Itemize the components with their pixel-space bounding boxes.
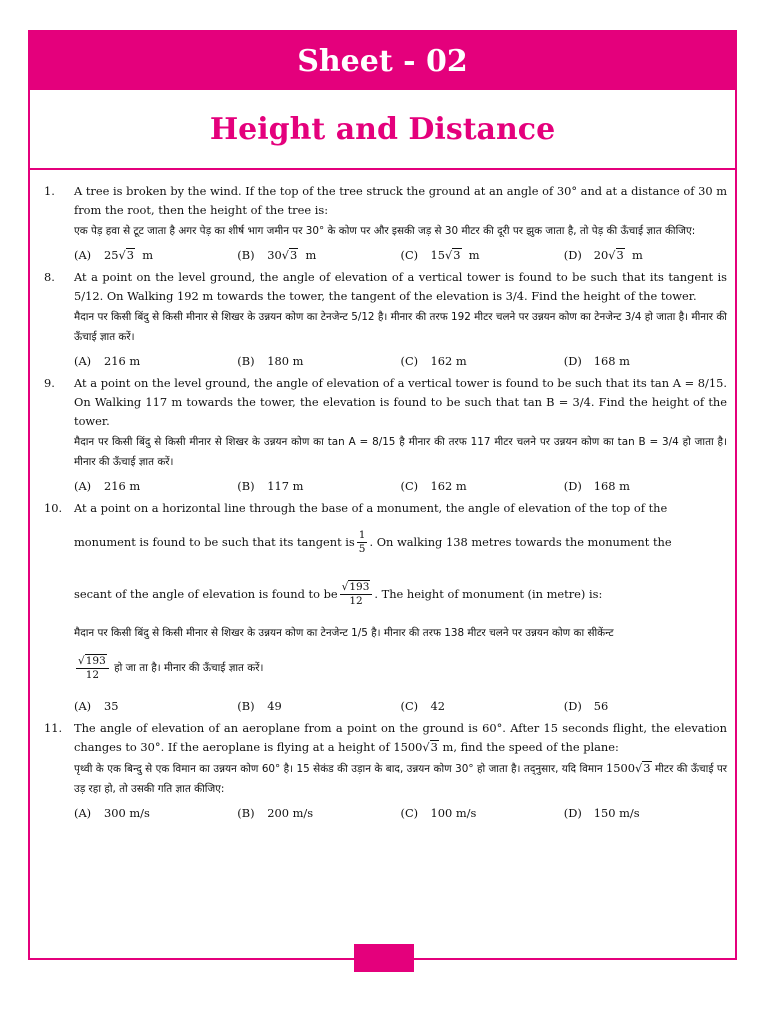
question-text-english: The angle of elevation of an aeroplane from a point on the ground is 60°. After 15 seconds flight, the elevation changes to 30°. If the aeroplane is flying at a height of 1500√3 m, find the speed of the plane: [74, 721, 727, 754]
question-number: 1. [44, 184, 55, 198]
question-text-hindi: मैदान पर किसी बिंदु से किसी मीनार से शिखर के उन्नयन कोण का tan A = 8/15 है मीनार की तरफ 117 मीटर चलने पर उन्नयन कोण का tan B = 3/4 हो जाता है। मीनार की ऊँचाई ज्ञात करें। [74, 436, 727, 468]
option-b[interactable]: (B) 117 m [237, 478, 304, 493]
question-10 [44, 499, 727, 716]
options-row [74, 476, 727, 496]
question-1 [44, 182, 727, 265]
fraction-sqrt193-over-12: $\frac{√193}{12}$ [340, 580, 373, 608]
question-list [30, 170, 735, 823]
option-a[interactable]: (A) 35 [74, 698, 119, 713]
question-text-hindi: पृथ्वी के एक बिन्दु से एक विमान का उन्नयन कोण 60° है। 15 सेकंड की उड़ान के बाद, उन्नयन कोण 30° हो जाता है। तद्नुसार, यदि विमान 1500√3 मीटर की ऊँचाई पर उड़ रहा हो, तो उसकी गति ज्ञात कीजिए: [74, 761, 728, 795]
question-text-hindi: मैदान पर किसी बिंदु से किसी मीनार से शिखर के उन्नयन कोण का टेनजेन्ट 5/12 है। मीनार की तरफ 192 मीटर चलने पर उन्नयन कोण का टेनजेन्ट 3/4 हो जाता है। मीनार की ऊँचाई ज्ञात करें। [74, 311, 727, 343]
question-text-hindi: एक पेड़ हवा से टूट जाता है अगर पेड़ का शीर्ष भाग जमीन पर 30° के कोण पर और इसकी जड़ से 30 मीटर की दूरी पर झुक जाता है, तो पेड़ की ऊँचाई ज्ञात कीजिए: [74, 225, 696, 237]
fraction-sqrt193-over-12: $\frac{√193}{12}$ [76, 654, 109, 682]
option-d[interactable]: (D) 150 m/s [563, 805, 640, 820]
option-b[interactable]: (B) 200 m/s [237, 805, 314, 820]
option-a[interactable]: (A) 216 m [74, 478, 141, 493]
sheet-frame [28, 30, 737, 960]
question-text-english: At a point on the level ground, the angle of elevation of a vertical tower is found to be such that its tan A = 8/15. On Walking 117 m towards the tower, the elevation is found to be such that tan B = 3/4. Find the height of the tower. [74, 376, 727, 428]
options-row [74, 696, 727, 716]
question-9 [44, 374, 727, 496]
option-a[interactable]: (A) 25√3 m [74, 247, 154, 262]
question-text-english: At a point on a horizontal line through the base of a monument, the angle of elevation of the top of the [74, 501, 668, 515]
option-c[interactable]: (C) 162 m [400, 478, 467, 493]
question-text-hindi: मैदान पर किसी बिंदु से किसी मीनार से शिखर के उन्नयन कोण का टेनजेन्ट 1/5 है। मीनार की तरफ 138 मीटर चलने पर उन्नयन कोण का सीकेंन्ट [74, 627, 614, 639]
question-text-english: A tree is broken by the wind. If the top of the tree struck the ground at an angle of 30° and at a distance of 30 m from the root, then the height of the tree is: [74, 184, 727, 217]
question-11 [44, 719, 727, 823]
page-title: Height and Distance [30, 90, 735, 170]
options-row [74, 803, 727, 823]
sheet-number-banner: Sheet - 02 [30, 32, 735, 90]
question-number: 8. [44, 270, 55, 284]
question-text-english-line2: monument is found to be such that its tangent is $\frac{1}{5}$ . On walking 138 metres towards the monument the [74, 528, 672, 555]
question-number: 10. [44, 501, 63, 515]
question-text-english-line3: secant of the angle of elevation is found to be $\frac{√193}{12}$ . The height of monument (in metre) is: [74, 581, 603, 607]
option-c[interactable]: (C) 42 [400, 698, 445, 713]
option-d[interactable]: (D) 56 [563, 698, 609, 713]
option-d[interactable]: (D) 168 m [563, 353, 630, 368]
question-text-english: At a point on the level ground, the angle of elevation of a vertical tower is found to be such that its tangent is 5/12. On Walking 192 m towards the tower, the tangent of the elevation is 3/4. Find the height of the tower. [74, 270, 727, 303]
option-a[interactable]: (A) 216 m [74, 353, 141, 368]
options-row [74, 351, 727, 371]
option-d[interactable]: (D) 20√3 m [563, 247, 643, 262]
question-number: 11. [44, 721, 63, 735]
options-row [74, 245, 727, 265]
option-c[interactable]: (C) 15√3 m [400, 247, 480, 262]
page-footer-tab [354, 944, 414, 972]
question-number: 9. [44, 376, 55, 390]
fraction-one-fifth: $\frac{1}{5}$ [358, 528, 366, 555]
option-b[interactable]: (B) 49 [237, 698, 282, 713]
option-c[interactable]: (C) 162 m [400, 353, 467, 368]
option-d[interactable]: (D) 168 m [563, 478, 630, 493]
option-b[interactable]: (B) 30√3 m [237, 247, 317, 262]
option-b[interactable]: (B) 180 m [237, 353, 304, 368]
option-c[interactable]: (C) 100 m/s [400, 805, 477, 820]
question-8 [44, 268, 727, 371]
option-a[interactable]: (A) 300 m/s [74, 805, 150, 820]
question-text-hindi-line2: $\frac{√193}{12}$ हो जा ता है। मीनार की ऊँचाई ज्ञात करें। [78, 655, 264, 681]
